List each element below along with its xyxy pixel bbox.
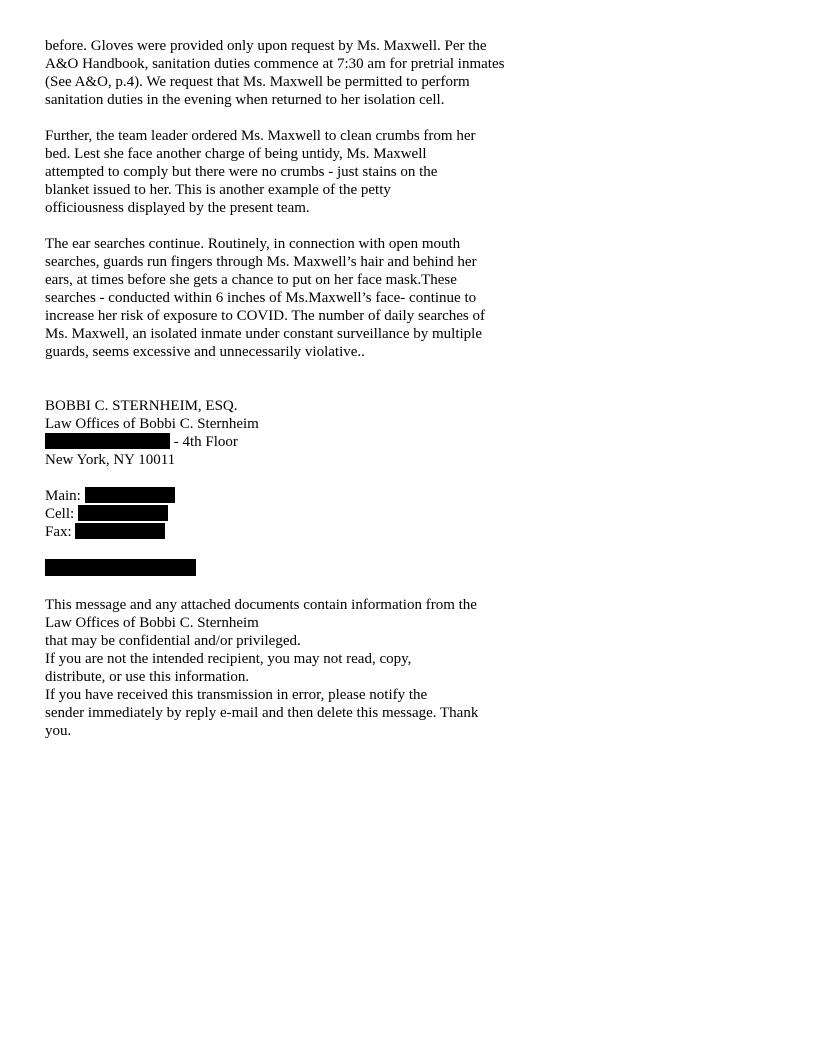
address-floor: - 4th Floor — [170, 434, 238, 450]
body-line: The ear searches continue. Routinely, in connection with open mouth — [45, 236, 461, 252]
signature-firm: Law Offices of Bobbi C. Sternheim — [45, 416, 259, 432]
body-line: ears, at times before she gets a chance to put on her face mask.These — [45, 272, 457, 288]
disclaimer-line: you. — [45, 723, 72, 739]
signature-address — [45, 433, 785, 451]
body-line: officiousness displayed by the present team. — [45, 200, 310, 216]
signature-cell-phone — [45, 505, 785, 523]
disclaimer-line: that may be confidential and/or privileged. — [45, 633, 301, 649]
confidentiality-disclaimer — [45, 596, 785, 740]
section-spacer — [45, 578, 785, 596]
disclaimer-line: Law Offices of Bobbi C. Sternheim — [45, 615, 259, 631]
signature-spacer — [45, 469, 785, 487]
redacted-street-address — [45, 433, 170, 449]
signature-fax — [45, 523, 785, 541]
fax-label: Fax: — [45, 524, 76, 540]
body-line: searches, guards run fingers through Ms. Maxwell’s hair and behind her — [45, 254, 477, 270]
disclaimer-line: If you are not the intended recipient, you may not read, copy, — [45, 651, 412, 667]
body-line: increase her risk of exposure to COVID. The number of daily searches of — [45, 308, 485, 324]
disclaimer-line: distribute, or use this information. — [45, 669, 250, 685]
signature-main-phone — [45, 487, 785, 505]
body-line: before. Gloves were provided only upon request by Ms. Maxwell. Per the — [45, 38, 487, 54]
redacted-cell-phone — [78, 505, 168, 521]
cell-phone-label: Cell: — [45, 506, 78, 522]
body-line: Further, the team leader ordered Ms. Maxwell to clean crumbs from her — [45, 128, 476, 144]
body-paragraph-sanitation — [45, 37, 785, 109]
redacted-fax-number — [75, 523, 165, 539]
signature-block — [45, 397, 785, 578]
disclaimer-line: sender immediately by reply e-mail and then delete this message. Thank — [45, 705, 479, 721]
section-spacer — [45, 361, 785, 397]
body-line: sanitation duties in the evening when returned to her isolation cell. — [45, 92, 445, 108]
body-line: (See A&O, p.4). We request that Ms. Maxwell be permitted to perform — [45, 74, 470, 90]
email-document — [45, 37, 785, 740]
body-line: searches - conducted within 6 inches of Ms.Maxwell’s face- continue to — [45, 290, 477, 306]
body-line: blanket issued to her. This is another example of the petty — [45, 182, 391, 198]
paragraph-spacer — [45, 109, 785, 127]
signature-city: New York, NY 10011 — [45, 452, 176, 468]
redacted-main-phone — [85, 487, 175, 503]
body-line: guards, seems excessive and unnecessarily violative.. — [45, 344, 365, 360]
body-line: Ms. Maxwell, an isolated inmate under constant surveillance by multiple — [45, 326, 482, 342]
body-paragraph-crumbs — [45, 127, 785, 217]
disclaimer-line: This message and any attached documents contain information from the — [45, 597, 477, 613]
body-line: A&O Handbook, sanitation duties commence at 7:30 am for pretrial inmates — [45, 56, 505, 72]
signature-name: BOBBI C. STERNHEIM, ESQ. — [45, 398, 238, 414]
paragraph-spacer — [45, 217, 785, 235]
body-paragraph-ear-searches — [45, 235, 785, 361]
body-line: bed. Lest she face another charge of being untidy, Ms. Maxwell — [45, 146, 427, 162]
body-line: attempted to comply but there were no crumbs - just stains on the — [45, 164, 438, 180]
redacted-email-address — [45, 559, 196, 576]
signature-email — [45, 559, 785, 578]
main-phone-label: Main: — [45, 488, 85, 504]
signature-spacer — [45, 541, 785, 559]
disclaimer-line: If you have received this transmission in error, please notify the — [45, 687, 428, 703]
